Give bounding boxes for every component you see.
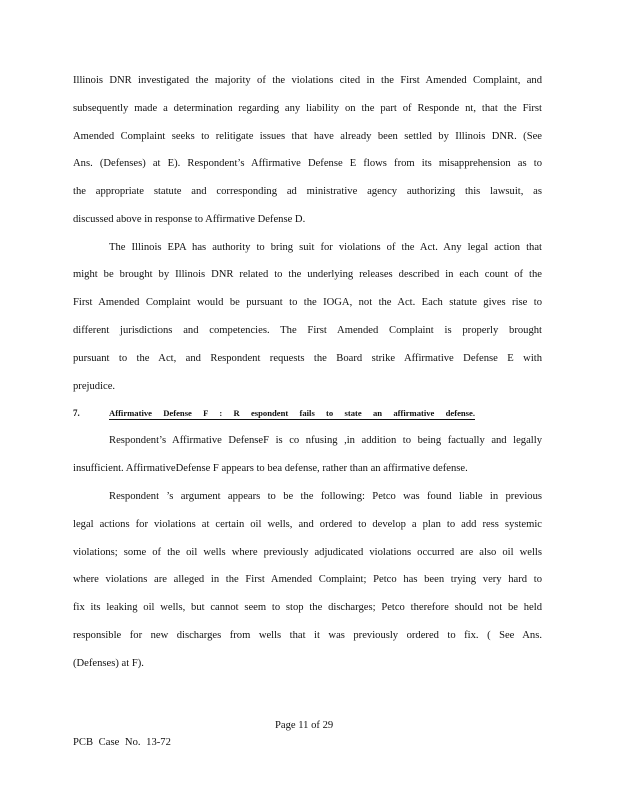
para4-line-5: fix its leaking oil wells, but cannot seem to stop the discharges; Petco therefore should not be held (73, 602, 542, 613)
para3-line-1: Respondent’s Affirmative DefenseF is co nfusing ,in addition to being factually and legally (109, 435, 542, 446)
section-heading: Affirmative Defense F : R espondent fails to state an affirmative defense. (109, 408, 475, 418)
page-number: Page 11 of 29 (275, 720, 334, 731)
para2-line-5: pursuant to the Act, and Respondent requests the Board strike Affirmative Defense E with (73, 353, 542, 364)
para1-line-2: subsequently made a determination regarding any liability on the part of Responde nt, that the First (73, 103, 542, 114)
para4-line-1: Respondent ’s argument appears to be the following: Petco was found liable in previous (109, 491, 542, 502)
para2-line-4: different jurisdictions and competencies. The First Amended Complaint is properly brought (73, 325, 542, 336)
para1-line-1: Illinois DNR investigated the majority of the violations cited in the First Amended Complaint, and (73, 75, 542, 86)
para1-line-4: Ans. (Defenses) at E). Respondent’s Affirmative Defense E flows from its misapprehension as to (73, 158, 542, 169)
para3-line-2: insufficient. AffirmativeDefense F appears to bea defense, rather than an affirmative defense. (73, 463, 468, 474)
para4-line-4: where violations are alleged in the First Amended Complaint; Petco has been trying very hard to (73, 574, 542, 585)
para2-line-6: prejudice. (73, 381, 116, 392)
section-number: 7. (73, 408, 80, 418)
para4-line-7: (Defenses) at F). (73, 658, 144, 669)
para4-line-6: responsible for new discharges from wells that it was previously ordered to fix. ( See Ans. (73, 630, 542, 641)
para2-line-3: First Amended Complaint would be pursuant to the IOGA, not the Act. Each statute gives rise to (73, 297, 542, 308)
para4-line-2: legal actions for violations at certain oil wells, and ordered to develop a plan to add ress systemic (73, 519, 542, 530)
para2-line-1: The Illinois EPA has authority to bring suit for violations of the Act. Any legal action that (109, 242, 542, 253)
case-number: PCB Case No. 13-72 (73, 737, 171, 748)
para1-line-6: discussed above in response to Affirmative Defense D. (73, 214, 306, 225)
para4-line-3: violations; some of the oil wells where previously adjudicated violations occurred are also oil wells (73, 547, 542, 558)
para2-line-2: might be brought by Illinois DNR related to the underlying releases described in each count of the (73, 269, 542, 280)
para1-line-5: the appropriate statute and corresponding ad ministrative agency authorizing this lawsuit, as (73, 186, 542, 197)
para1-line-3: Amended Complaint seeks to relitigate issues that have already been settled by Illinois DNR. (See (73, 131, 542, 142)
